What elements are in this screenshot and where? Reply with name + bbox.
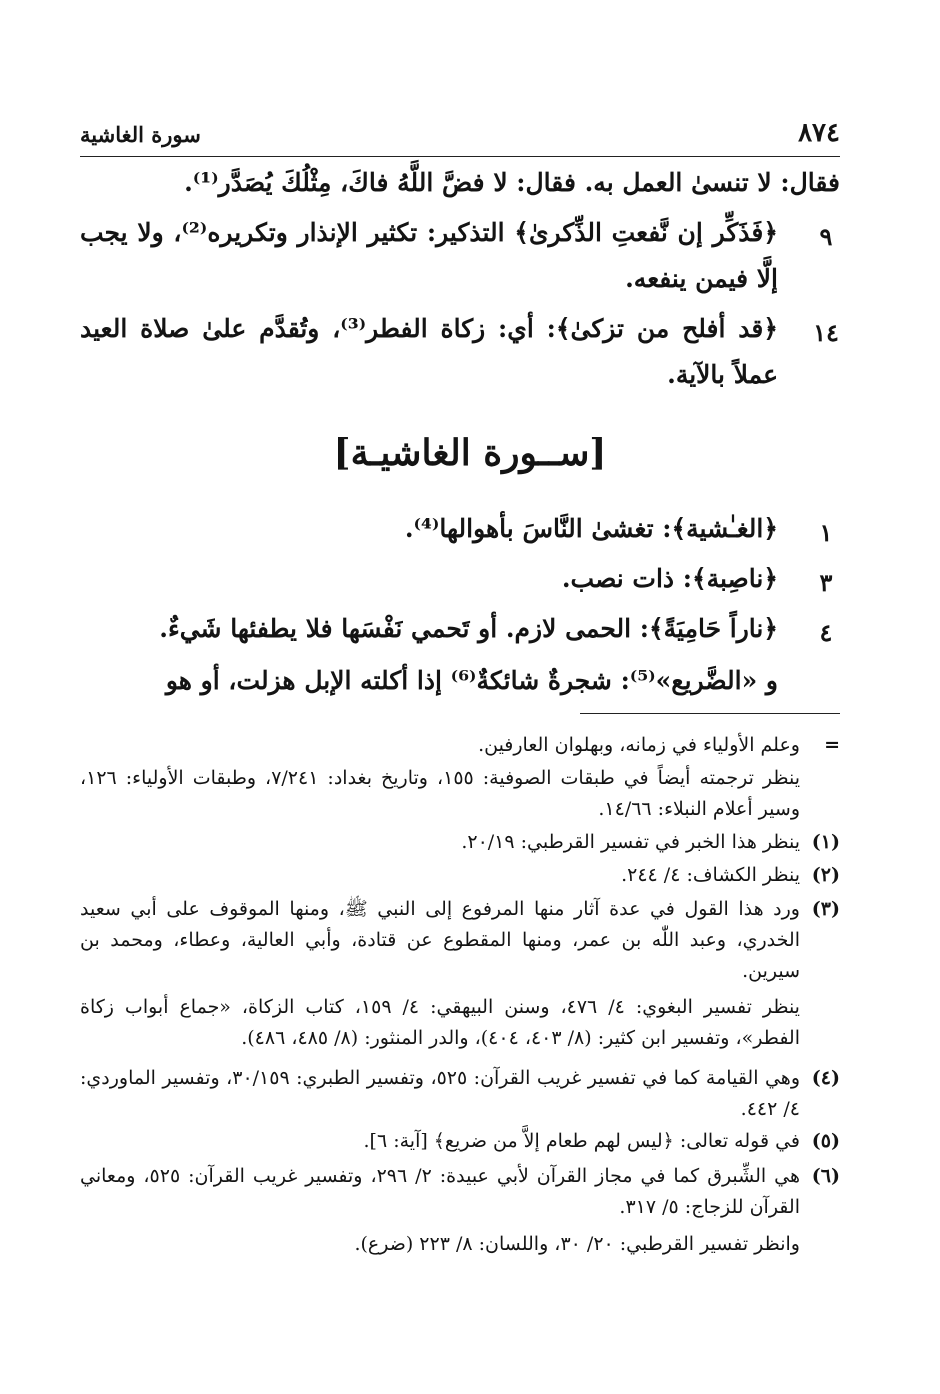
footnote-marker: (٢)	[811, 864, 840, 886]
footnote-text: ينظر تفسير البغوي: ٤/ ٤٧٦، وسنن البيهقي: ٤/ ١٥٩، كتاب الزكاة، «جماع أبواب زكاة الفطر»، وتفسير ابن كثير: (٨/ ٤٠٣، ٤٠٤)، والدر المنثور: (٨/ ٤٨٥، ٤٨٦).	[80, 996, 800, 1049]
footnote	[80, 730, 840, 761]
verse-number: ١٤	[813, 318, 839, 347]
verse-commentary: ﴿فَذَكِّر إن نَّفعتِ الذِّكرىٰ﴾ التذكير: تكثير الإنذار وتكريره⁽²⁾، ولا يجب إلَّا فيمن ينفعه.	[80, 218, 778, 293]
footnote	[80, 1161, 840, 1223]
verse-number: ٩	[819, 222, 833, 251]
footnote-marker: (٣)	[811, 898, 840, 920]
verse-commentary: ﴿قد أفلح من تزكىٰ﴾: أي: زكاة الفطر⁽³⁾، وتُقدَّم علىٰ صلاة العيد عملاً بالآية.	[80, 314, 778, 389]
footnote-text: وانظر تفسير القرطبي: ٢٠/ ٣٠، واللسان: ٨/ ٢٢٣ (ضرع).	[354, 1233, 800, 1255]
footnote-marker: (٤)	[811, 1067, 840, 1089]
footnote-marker: =	[824, 734, 840, 756]
verse-number: ٣	[819, 568, 833, 597]
footnote-text: ينظر الكشاف: ٤/ ٢٤٤.	[621, 864, 800, 886]
footnote	[80, 860, 840, 891]
footnote-marker: (٦)	[811, 1165, 840, 1187]
footnote	[80, 894, 840, 987]
footnote-text: هي الشِّبرق كما في مجاز القرآن لأبي عبيدة: ٢/ ٢٩٦، وتفسير غريب القرآن: ٥٢٥، ومعاني القرآن للزجاج: ٥/ ٣١٧.	[80, 1165, 800, 1218]
footnote	[80, 1063, 840, 1125]
footnote	[80, 1126, 840, 1157]
footnote-text: ينظر هذا الخبر في تفسير القرطبي: ٢٠/١٩.	[461, 831, 800, 853]
verse-number: ١	[819, 518, 833, 547]
page-number: ٨٧٤	[798, 118, 840, 148]
running-title: سورة الغاشية	[80, 122, 201, 147]
footnote	[80, 1229, 840, 1260]
footnote	[80, 992, 840, 1054]
continuation-text: فقال: لا تنسىٰ العمل به. فقال: لا فضَّ اللَّهُ فاكَ، مِثْلُكَ يُصَدَّر⁽¹⁾.	[184, 168, 840, 197]
footnote-text: ينظر ترجمته أيضاً في طبقات الصوفية: ١٥٥، وتاريخ بغداد: ٧/٢٤١، وطبقات الأولياء: ١٢٦، وسير أعلام النبلاء: ١٤/٦٦.	[80, 767, 800, 820]
footnote	[80, 763, 840, 825]
footnote-marker: (١)	[811, 831, 840, 853]
verse-commentary: ﴿ناراً حَامِيَةً﴾: الحمى لازم. أو تَحمي نَفْسَها فلا يطفئها شَيءٌ.	[159, 614, 778, 643]
surah-title: [ســورة الغاشيـة]	[333, 432, 607, 474]
footnote-text: وهي القيامة كما في تفسير غريب القرآن: ٥٢٥، وتفسير الطبري: ٣٠/١٥٩، وتفسير الماوردي: ٤/ ٤٤٢.	[80, 1067, 800, 1120]
verse-number: ٤	[819, 618, 833, 647]
verse-commentary: ﴿ناصِبة﴾: ذات نصب.	[561, 564, 778, 593]
footnote-text: ورد هذا القول في عدة آثار منها المرفوع إلى النبي ﷺ، ومنها الموقوف على أبي سعيد الخدري، وعبد اللّٰه بن عمر، ومنها المقطوع عن قتادة، وأبي العالية، وعطاء، ومحمد بن سيرين.	[80, 898, 800, 982]
footnote-text: وعلم الأولياء في زمانه، وبهلوان العارفين.	[478, 734, 800, 756]
footnote-text: في قوله تعالى: ﴿ليس لهم طعام إلاَّ من ضريع﴾ [آية: ٦].	[363, 1130, 800, 1152]
footnote-separator	[580, 713, 840, 714]
verse-commentary: و «الضَّريع»⁽⁵⁾: شجرةٌ شائكةٌ⁽⁶⁾ إذا أكلته الإبل هزلت، أو هو	[165, 666, 778, 695]
footnote-marker: (٥)	[811, 1130, 840, 1152]
verse-commentary: ﴿الغـٰشية﴾: تغشىٰ النَّاسَ بأهوالها⁽⁴⁾.	[404, 514, 778, 543]
running-header	[80, 116, 840, 157]
footnote	[80, 827, 840, 858]
